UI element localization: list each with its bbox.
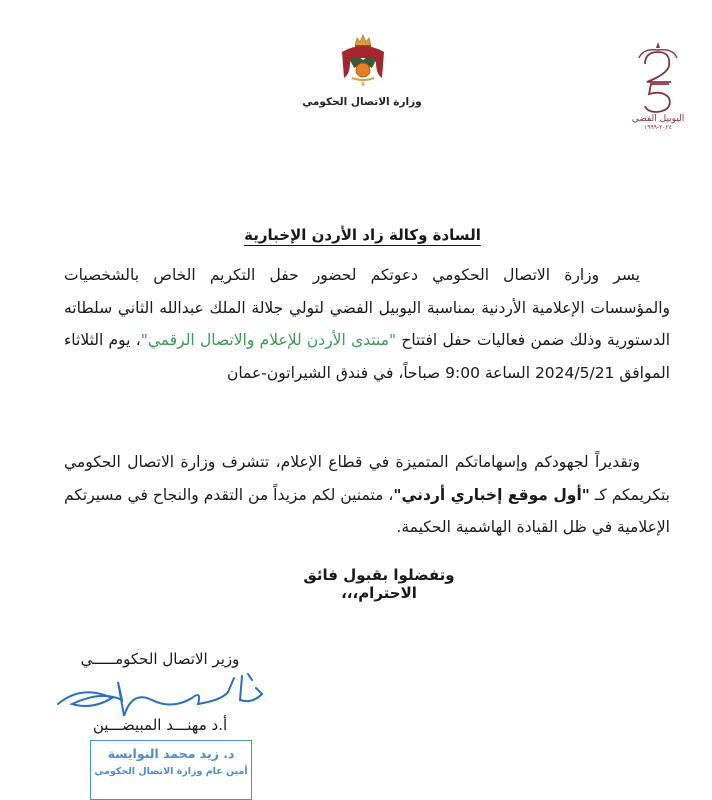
signatory-name: أ.د مهنـــد المبيضـــين (92, 716, 228, 734)
addressee-heading: السادة وكالة زاد الأردن الإخبارية (244, 226, 481, 244)
event-name: "منتدى الأردن للإعلام والاتصال الرقمي" (140, 331, 397, 349)
invitation-text: يسر وزارة الاتصال الحكومي دعوتكم لحضور حفل التكريم الخاص بالشخصيات والمؤسسات الإعلامية الأردنية بمناسبة اليوبيل الفضي لتولي جلالة الملك عبدالله الثاني سلطاته الدستورية وذلك ضمن فعاليات حفل افتتاح (64, 266, 671, 349)
jubilee-years: ٢٠٢٤-١٩٩٩ (644, 124, 672, 131)
signatory-title: وزير الاتصال الحكومـــــي (80, 650, 240, 668)
handwritten-signature-icon (52, 670, 272, 718)
stamp-role: أمين عام وزارة الاتصال الحكومي (94, 766, 248, 777)
appreciation-closing: ، متمنين لكم مزيداً من التقدم والنجاح في مسيرتكم الإعلامية في ظل القيادة الهاشمية الحكيمة. (64, 485, 670, 536)
ministry-label: وزارة الاتصال الحكومي (302, 96, 422, 108)
stamp-name: د. زيد محمد النوايسة (107, 746, 235, 761)
jordan-coat-of-arms-icon (336, 32, 390, 92)
jubilee-caption: اليوبيل الفضي (631, 114, 685, 124)
official-stamp (90, 740, 252, 800)
invitation-paragraph (64, 259, 670, 389)
appreciation-text: وتقديراً لجهودكم وإسهاماتكم المتميزة في قطاع الإعلام، تتشرف وزارة الاتصال الحكومي بتكريمكم كـ (64, 453, 670, 504)
award-title: "أول موقع إخباري أردني" (393, 485, 590, 504)
appreciation-paragraph (64, 446, 670, 544)
closing-line: وتفضلوا بقبول فائق الاحترام،،، (303, 566, 455, 602)
silver-jubilee-25-icon (633, 40, 683, 116)
event-details: ، يوم الثلاثاء الموافق 2024/5/21 الساعة 9:00 صباحاً، في فندق الشيراتون-عمان (64, 331, 670, 382)
silver-jubilee-logo (628, 40, 688, 144)
